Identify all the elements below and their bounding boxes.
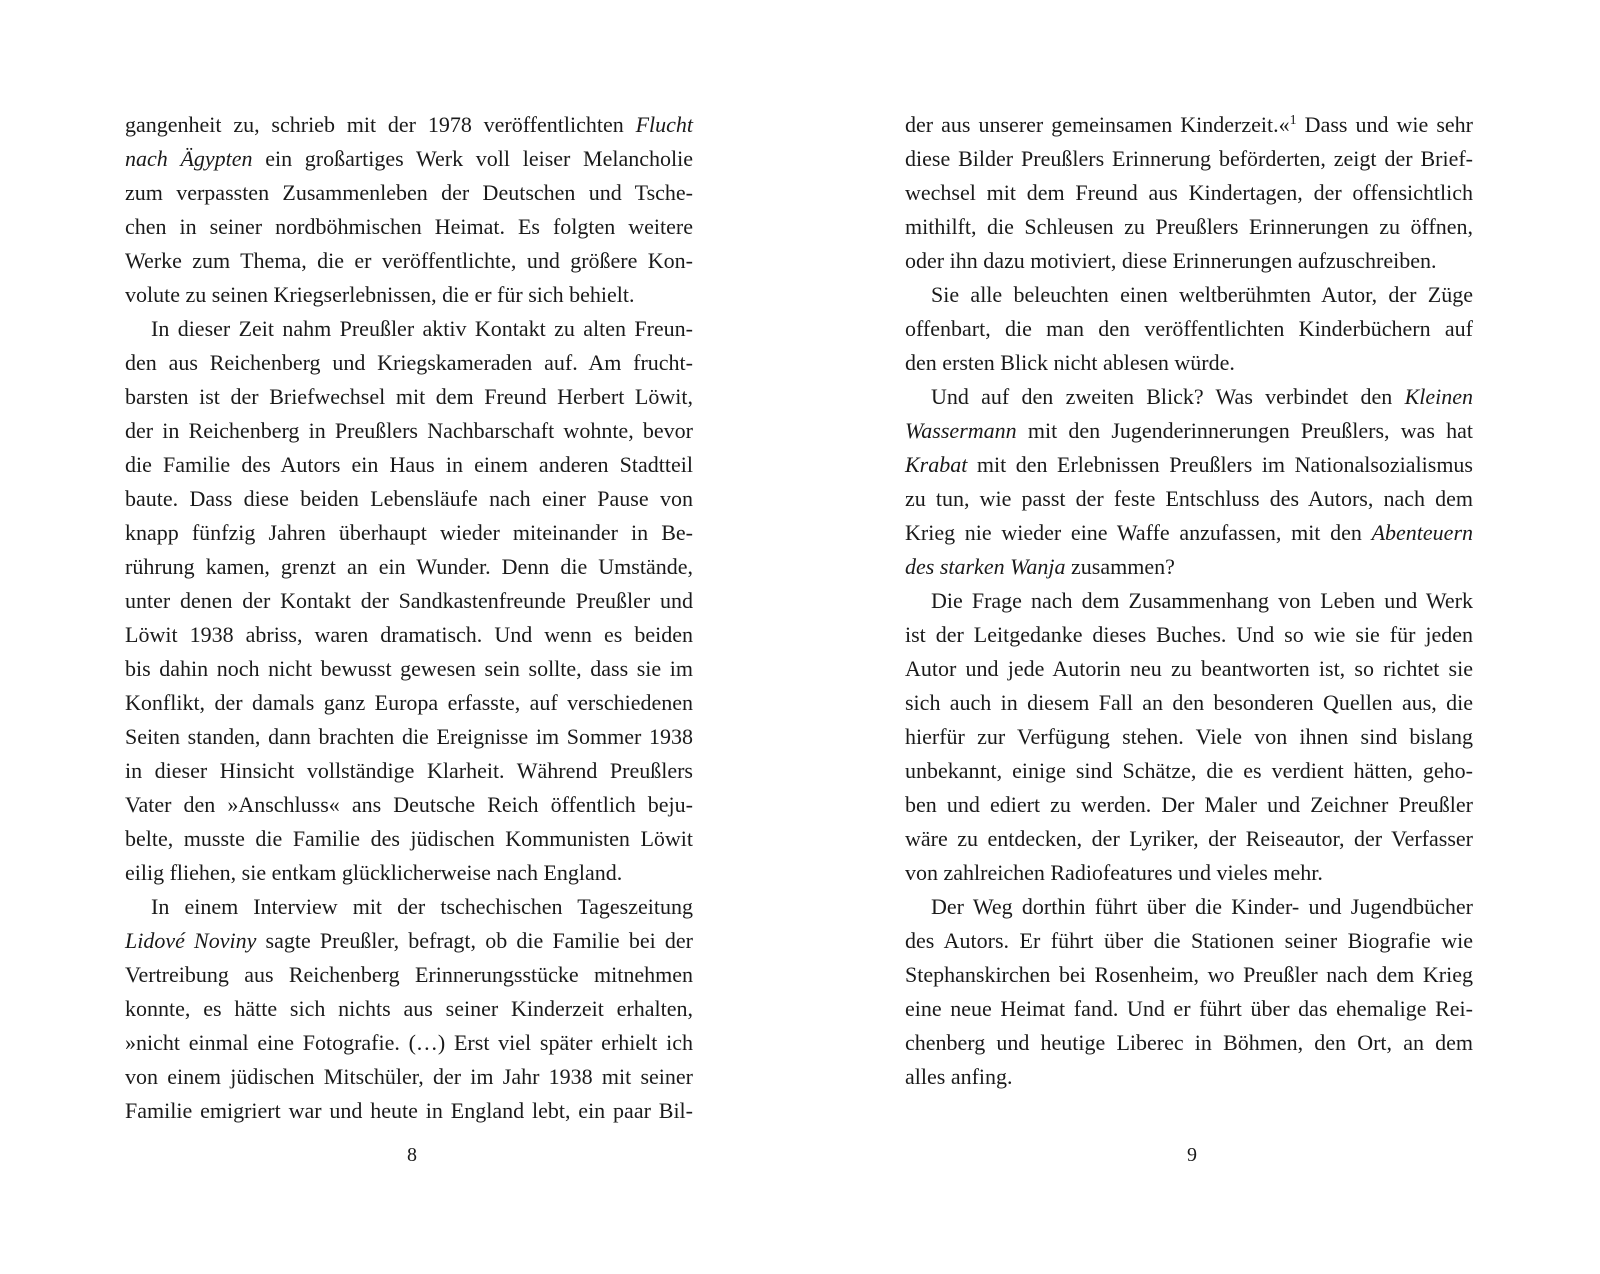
text-line (905, 788, 1473, 822)
text-run: mit den Erlebnissen Preußlers im Nationalsozialismus (967, 452, 1473, 477)
italic-title: Krabat (905, 452, 968, 477)
text-line (125, 720, 693, 754)
text-run: alles anfing. (905, 1064, 1013, 1089)
text-run: Der Weg dorthin führt über die Kinder- und Jugendbücher (931, 894, 1473, 919)
text-run: Und auf den zweiten Blick? Was verbindet den (931, 384, 1405, 409)
text-run: chen in seiner nordböhmischen Heimat. Es folgten weitere (125, 214, 693, 239)
text-run: Krieg nie wieder eine Waffe anzufassen, mit den (905, 520, 1372, 545)
text-line (125, 788, 693, 822)
text-run: konnte, es hätte sich nichts aus seiner Kinderzeit erhalten, (125, 996, 693, 1021)
italic-title: Lidové Noviny (125, 928, 257, 953)
page-number-right: 9 (1187, 1144, 1197, 1166)
text-run: eilig fliehen, sie entkam glücklicherweise nach England. (125, 860, 623, 885)
text-line (905, 550, 1473, 584)
text-run: zu tun, wie passt der feste Entschluss des Autors, nach dem (905, 486, 1473, 511)
text-run: zusammen? (1065, 554, 1175, 579)
text-line (905, 312, 1473, 346)
page-number-left: 8 (407, 1144, 417, 1166)
text-line (905, 1060, 1473, 1094)
text-line (905, 244, 1473, 278)
text-line (905, 210, 1473, 244)
text-line (905, 482, 1473, 516)
text-run: der aus unserer gemeinsamen Kinderzeit.« (905, 112, 1290, 137)
text-line (905, 278, 1473, 312)
italic-title: nach Ägypten (125, 146, 253, 171)
text-run: knapp fünfzig Jahren überhaupt wieder miteinander in Be- (125, 520, 693, 545)
text-line (905, 108, 1473, 142)
text-line (125, 958, 693, 992)
text-line (905, 652, 1473, 686)
text-run: von zahlreichen Radiofeatures und vieles mehr. (905, 860, 1323, 885)
text-run: Konflikt, der damals ganz Europa erfasste, auf verschiedenen (125, 690, 693, 715)
text-run: volute zu seinen Kriegserlebnissen, die er für sich behielt. (125, 282, 635, 307)
text-run: sagte Preußler, befragt, ob die Familie bei der (256, 928, 693, 953)
text-run: belte, musste die Familie des jüdischen Kommunisten Löwit (125, 826, 693, 851)
text-line (905, 924, 1473, 958)
text-line (905, 584, 1473, 618)
text-run: bis dahin noch nicht bewusst gewesen sein sollte, dass sie im (125, 656, 693, 681)
text-line (125, 278, 693, 312)
text-run: von einem jüdischen Mitschüler, der im Jahr 1938 mit seiner (125, 1064, 693, 1089)
text-run: »nicht einmal eine Fotografie. (…) Erst viel später erhielt ich (125, 1030, 693, 1055)
text-run: der in Reichenberg in Preußlers Nachbarschaft wohnte, bevor (125, 418, 693, 443)
text-line (905, 822, 1473, 856)
text-run: barsten ist der Briefwechsel mit dem Freund Herbert Löwit, (125, 384, 693, 409)
italic-title: Flucht (635, 112, 693, 137)
text-line (905, 448, 1473, 482)
text-line (125, 176, 693, 210)
text-line (125, 754, 693, 788)
text-line (125, 550, 693, 584)
text-line (125, 244, 693, 278)
text-run: Die Frage nach dem Zusammenhang von Leben und Werk (931, 588, 1473, 613)
text-line (905, 856, 1473, 890)
text-run: zum verpassten Zusammenleben der Deutschen und Tsche- (125, 180, 693, 205)
text-line (125, 584, 693, 618)
text-line (905, 142, 1473, 176)
text-run: offenbart, die man den veröffentlichten Kinderbüchern auf (905, 316, 1473, 341)
text-line (905, 890, 1473, 924)
text-line (905, 516, 1473, 550)
text-line (125, 890, 693, 924)
text-run: hierfür zur Verfügung stehen. Viele von ihnen sind bislang (905, 724, 1473, 749)
text-line (905, 380, 1473, 414)
text-line (905, 958, 1473, 992)
text-line (125, 516, 693, 550)
text-run: den ersten Blick nicht ablesen würde. (905, 350, 1235, 375)
text-run: baute. Dass diese beiden Lebensläufe nach einer Pause von (125, 486, 693, 511)
footnote-marker: 1 (1289, 113, 1297, 128)
text-run: eine neue Heimat fand. Und er führt über das ehemalige Rei- (905, 996, 1473, 1021)
text-run: In einem Interview mit der tschechischen Tageszeitung (151, 894, 693, 919)
text-run: Autor und jede Autorin neu zu beantworten ist, so richtet sie (905, 656, 1473, 681)
text-run: Dass und wie sehr (1296, 112, 1473, 137)
text-run: ist der Leitgedanke dieses Buches. Und so wie sie für jeden (905, 622, 1473, 647)
text-run: Sie alle beleuchten einen weltberühmten Autor, der Züge (931, 282, 1473, 307)
text-run: Seiten standen, dann brachten die Ereignisse im Sommer 1938 (125, 724, 693, 749)
italic-title: Abenteuern (1371, 520, 1473, 545)
italic-title: Wassermann (905, 418, 1017, 443)
text-line (125, 414, 693, 448)
text-run: ein großartiges Werk voll leiser Melancholie (252, 146, 693, 171)
text-run: diese Bilder Preußlers Erinnerung beförderten, zeigt der Brief- (905, 146, 1473, 171)
text-run: rührung kamen, grenzt an ein Wunder. Denn die Umstände, (125, 554, 693, 579)
text-run: des Autors. Er führt über die Stationen seiner Biografie wie (905, 928, 1473, 953)
text-line (125, 856, 693, 890)
italic-title: Kleinen (1404, 384, 1473, 409)
text-run: wäre zu entdecken, der Lyriker, der Reiseautor, der Verfasser (905, 826, 1473, 851)
text-line (125, 1026, 693, 1060)
text-line (125, 1094, 693, 1128)
text-line (125, 482, 693, 516)
text-line (125, 346, 693, 380)
text-line (905, 618, 1473, 652)
text-run: Vater den »Anschluss« ans Deutsche Reich öffentlich beju- (125, 792, 693, 817)
text-line (125, 924, 693, 958)
left-page-text (125, 108, 693, 1128)
text-line (905, 754, 1473, 788)
text-run: mit den Jugenderinnerungen Preußlers, was hat (1016, 418, 1473, 443)
text-line (125, 108, 693, 142)
text-run: Familie emigriert war und heute in England lebt, ein paar Bil- (125, 1098, 693, 1123)
text-line (905, 1026, 1473, 1060)
text-line (905, 720, 1473, 754)
text-run: Stephanskirchen bei Rosenheim, wo Preußler nach dem Krieg (905, 962, 1473, 987)
text-line (125, 312, 693, 346)
text-run: mithilft, die Schleusen zu Preußlers Erinnerungen zu öffnen, (905, 214, 1473, 239)
text-line (905, 176, 1473, 210)
text-line (125, 686, 693, 720)
text-line (125, 822, 693, 856)
text-run: chenberg und heutige Liberec in Böhmen, den Ort, an dem (905, 1030, 1473, 1055)
text-run: den aus Reichenberg und Kriegskameraden auf. Am frucht- (125, 350, 693, 375)
text-run: Löwit 1938 abriss, waren dramatisch. Und wenn es beiden (125, 622, 693, 647)
text-run: die Familie des Autors ein Haus in einem anderen Stadtteil (125, 452, 693, 477)
text-run: Werke zum Thema, die er veröffentlichte, und größere Kon- (125, 248, 693, 273)
text-line (905, 992, 1473, 1026)
text-run: in dieser Hinsicht vollständige Klarheit. Während Preußlers (125, 758, 693, 783)
right-page-text (905, 108, 1473, 1094)
text-run: sich auch in diesem Fall an den besonderen Quellen aus, die (905, 690, 1473, 715)
text-run: wechsel mit dem Freund aus Kindertagen, der offensichtlich (905, 180, 1473, 205)
text-run: gangenheit zu, schrieb mit der 1978 veröffentlichten (125, 112, 636, 137)
text-run: In dieser Zeit nahm Preußler aktiv Kontakt zu alten Freun- (151, 316, 693, 341)
text-line (125, 142, 693, 176)
text-run: unter denen der Kontakt der Sandkastenfreunde Preußler und (125, 588, 693, 613)
text-line (905, 346, 1473, 380)
text-run: unbekannt, einige sind Schätze, die es verdient hätten, geho- (905, 758, 1473, 783)
text-line (125, 652, 693, 686)
text-run: oder ihn dazu motiviert, diese Erinnerungen aufzuschreiben. (905, 248, 1437, 273)
text-line (905, 686, 1473, 720)
text-run: ben und ediert zu werden. Der Maler und Zeichner Preußler (905, 792, 1473, 817)
text-line (125, 210, 693, 244)
text-line (125, 618, 693, 652)
text-line (905, 414, 1473, 448)
text-line (125, 1060, 693, 1094)
text-run: Vertreibung aus Reichenberg Erinnerungsstücke mitnehmen (125, 962, 693, 987)
text-line (125, 380, 693, 414)
italic-title: des starken Wanja (905, 554, 1066, 579)
text-line (125, 448, 693, 482)
text-line (125, 992, 693, 1026)
